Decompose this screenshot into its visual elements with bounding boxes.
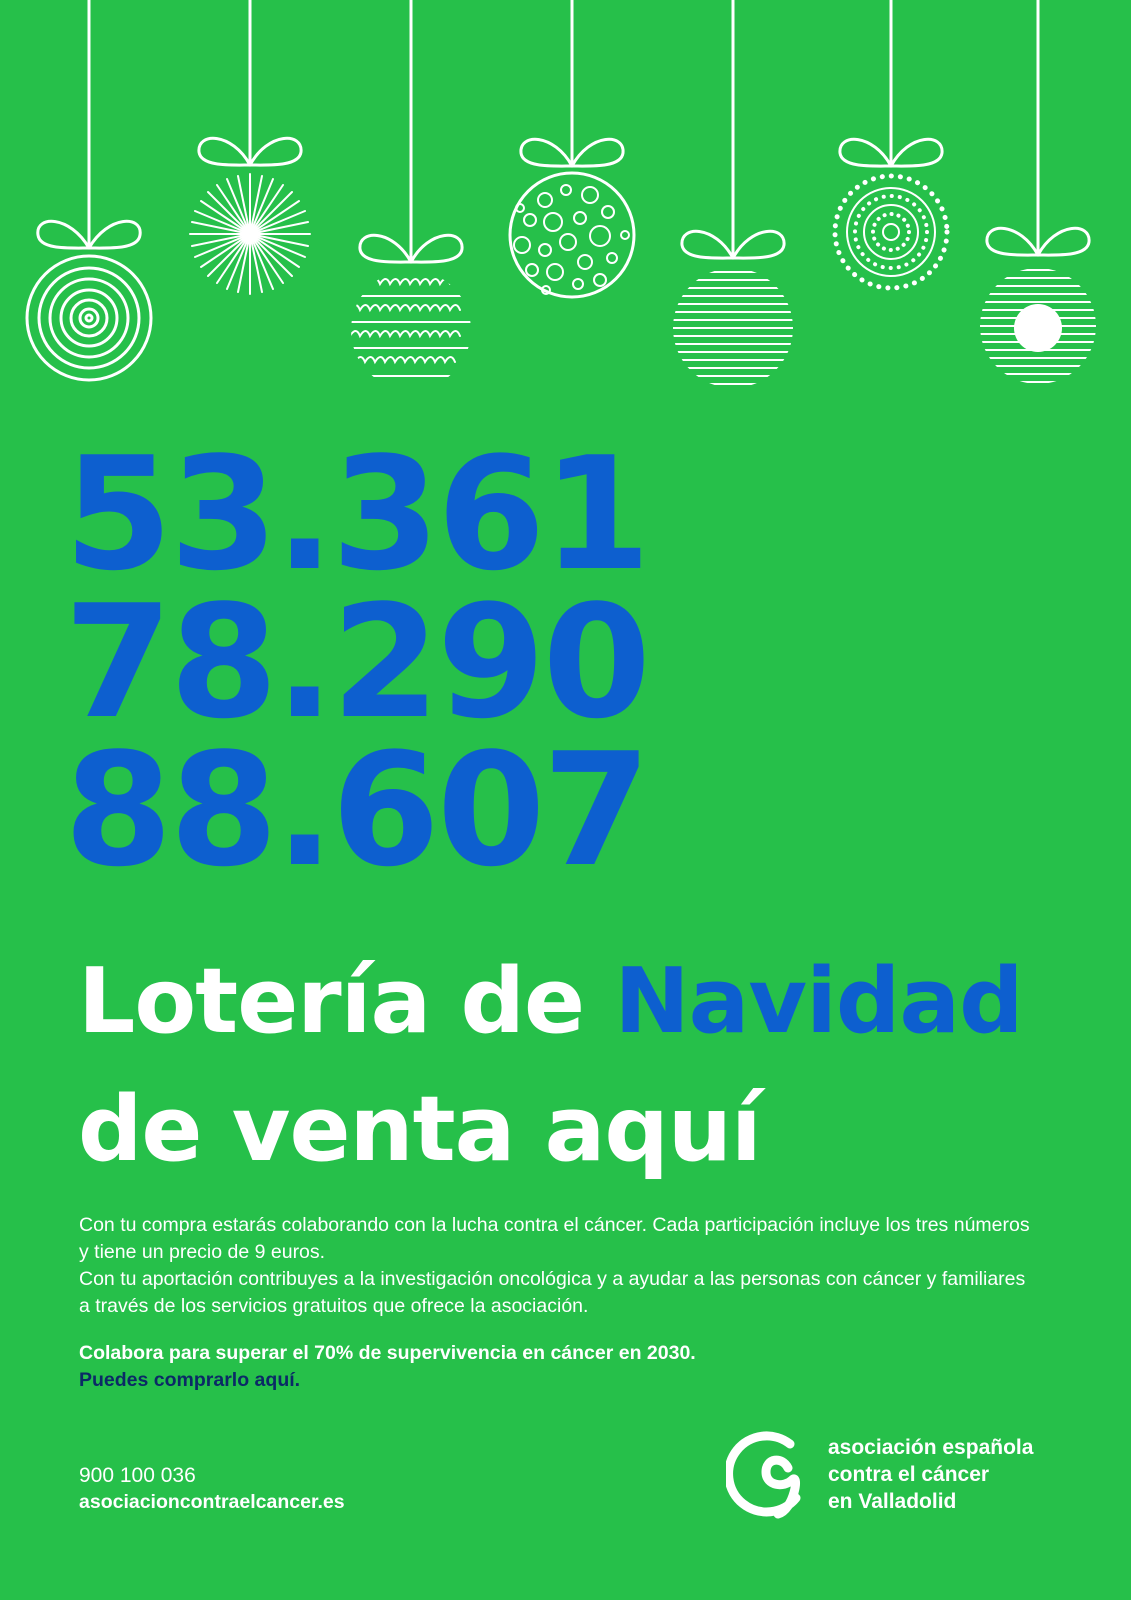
body-paragraph-2: Con tu aportación contribuyes a la investigación oncológica y a ayudar a las personas con cáncer y familiares a través de los servicios gratuitos que ofrece la asociación. <box>79 1268 1026 1317</box>
cta-line-1: Colabora para superar el 70% de supervivencia en cáncer en 2030. <box>79 1342 696 1364</box>
headline-line2: de venta aquí <box>78 1077 761 1182</box>
association-logo <box>726 1428 1033 1520</box>
cta-buy-link[interactable]: Puedes comprarlo aquí. <box>79 1369 301 1391</box>
lottery-number-2: 78.290 <box>64 571 648 753</box>
ornament-swirl-icon <box>350 0 470 376</box>
body-text <box>79 1212 1039 1320</box>
ornament-bubbles-icon <box>510 0 634 297</box>
body-paragraph-1: Con tu compra estarás colaborando con la lucha contra el cáncer. Cada participación incluye los tres números y tiene un precio de 9 euros. <box>79 1214 1030 1263</box>
ornament-concentric-icon <box>27 0 151 380</box>
christmas-ornaments-decoration <box>0 0 1131 410</box>
lottery-number-3: 88.607 <box>64 719 648 901</box>
aecc-logo-icon <box>726 1428 808 1520</box>
headline-prefix: Lotería de <box>78 949 615 1054</box>
ornament-dots-icon <box>835 0 947 288</box>
logo-text <box>828 1434 1033 1515</box>
call-to-action <box>79 1340 696 1394</box>
ornament-stripes-dot-icon <box>975 0 1100 382</box>
ornament-lines-icon <box>660 0 810 384</box>
logo-line-1: asociación española <box>828 1435 1034 1459</box>
phone-number[interactable]: 900 100 036 <box>79 1464 196 1487</box>
ornament-starburst-icon <box>190 0 310 294</box>
headline-accent: Navidad <box>614 949 1023 1054</box>
website-link[interactable]: asociacioncontraelcancer.es <box>79 1491 345 1513</box>
lottery-number-1: 53.361 <box>64 423 648 605</box>
contact-info <box>79 1462 345 1516</box>
lottery-numbers <box>64 423 648 901</box>
logo-line-3: en Valladolid <box>828 1489 957 1513</box>
logo-line-2: contra el cáncer <box>828 1462 990 1486</box>
headline <box>78 938 1023 1194</box>
